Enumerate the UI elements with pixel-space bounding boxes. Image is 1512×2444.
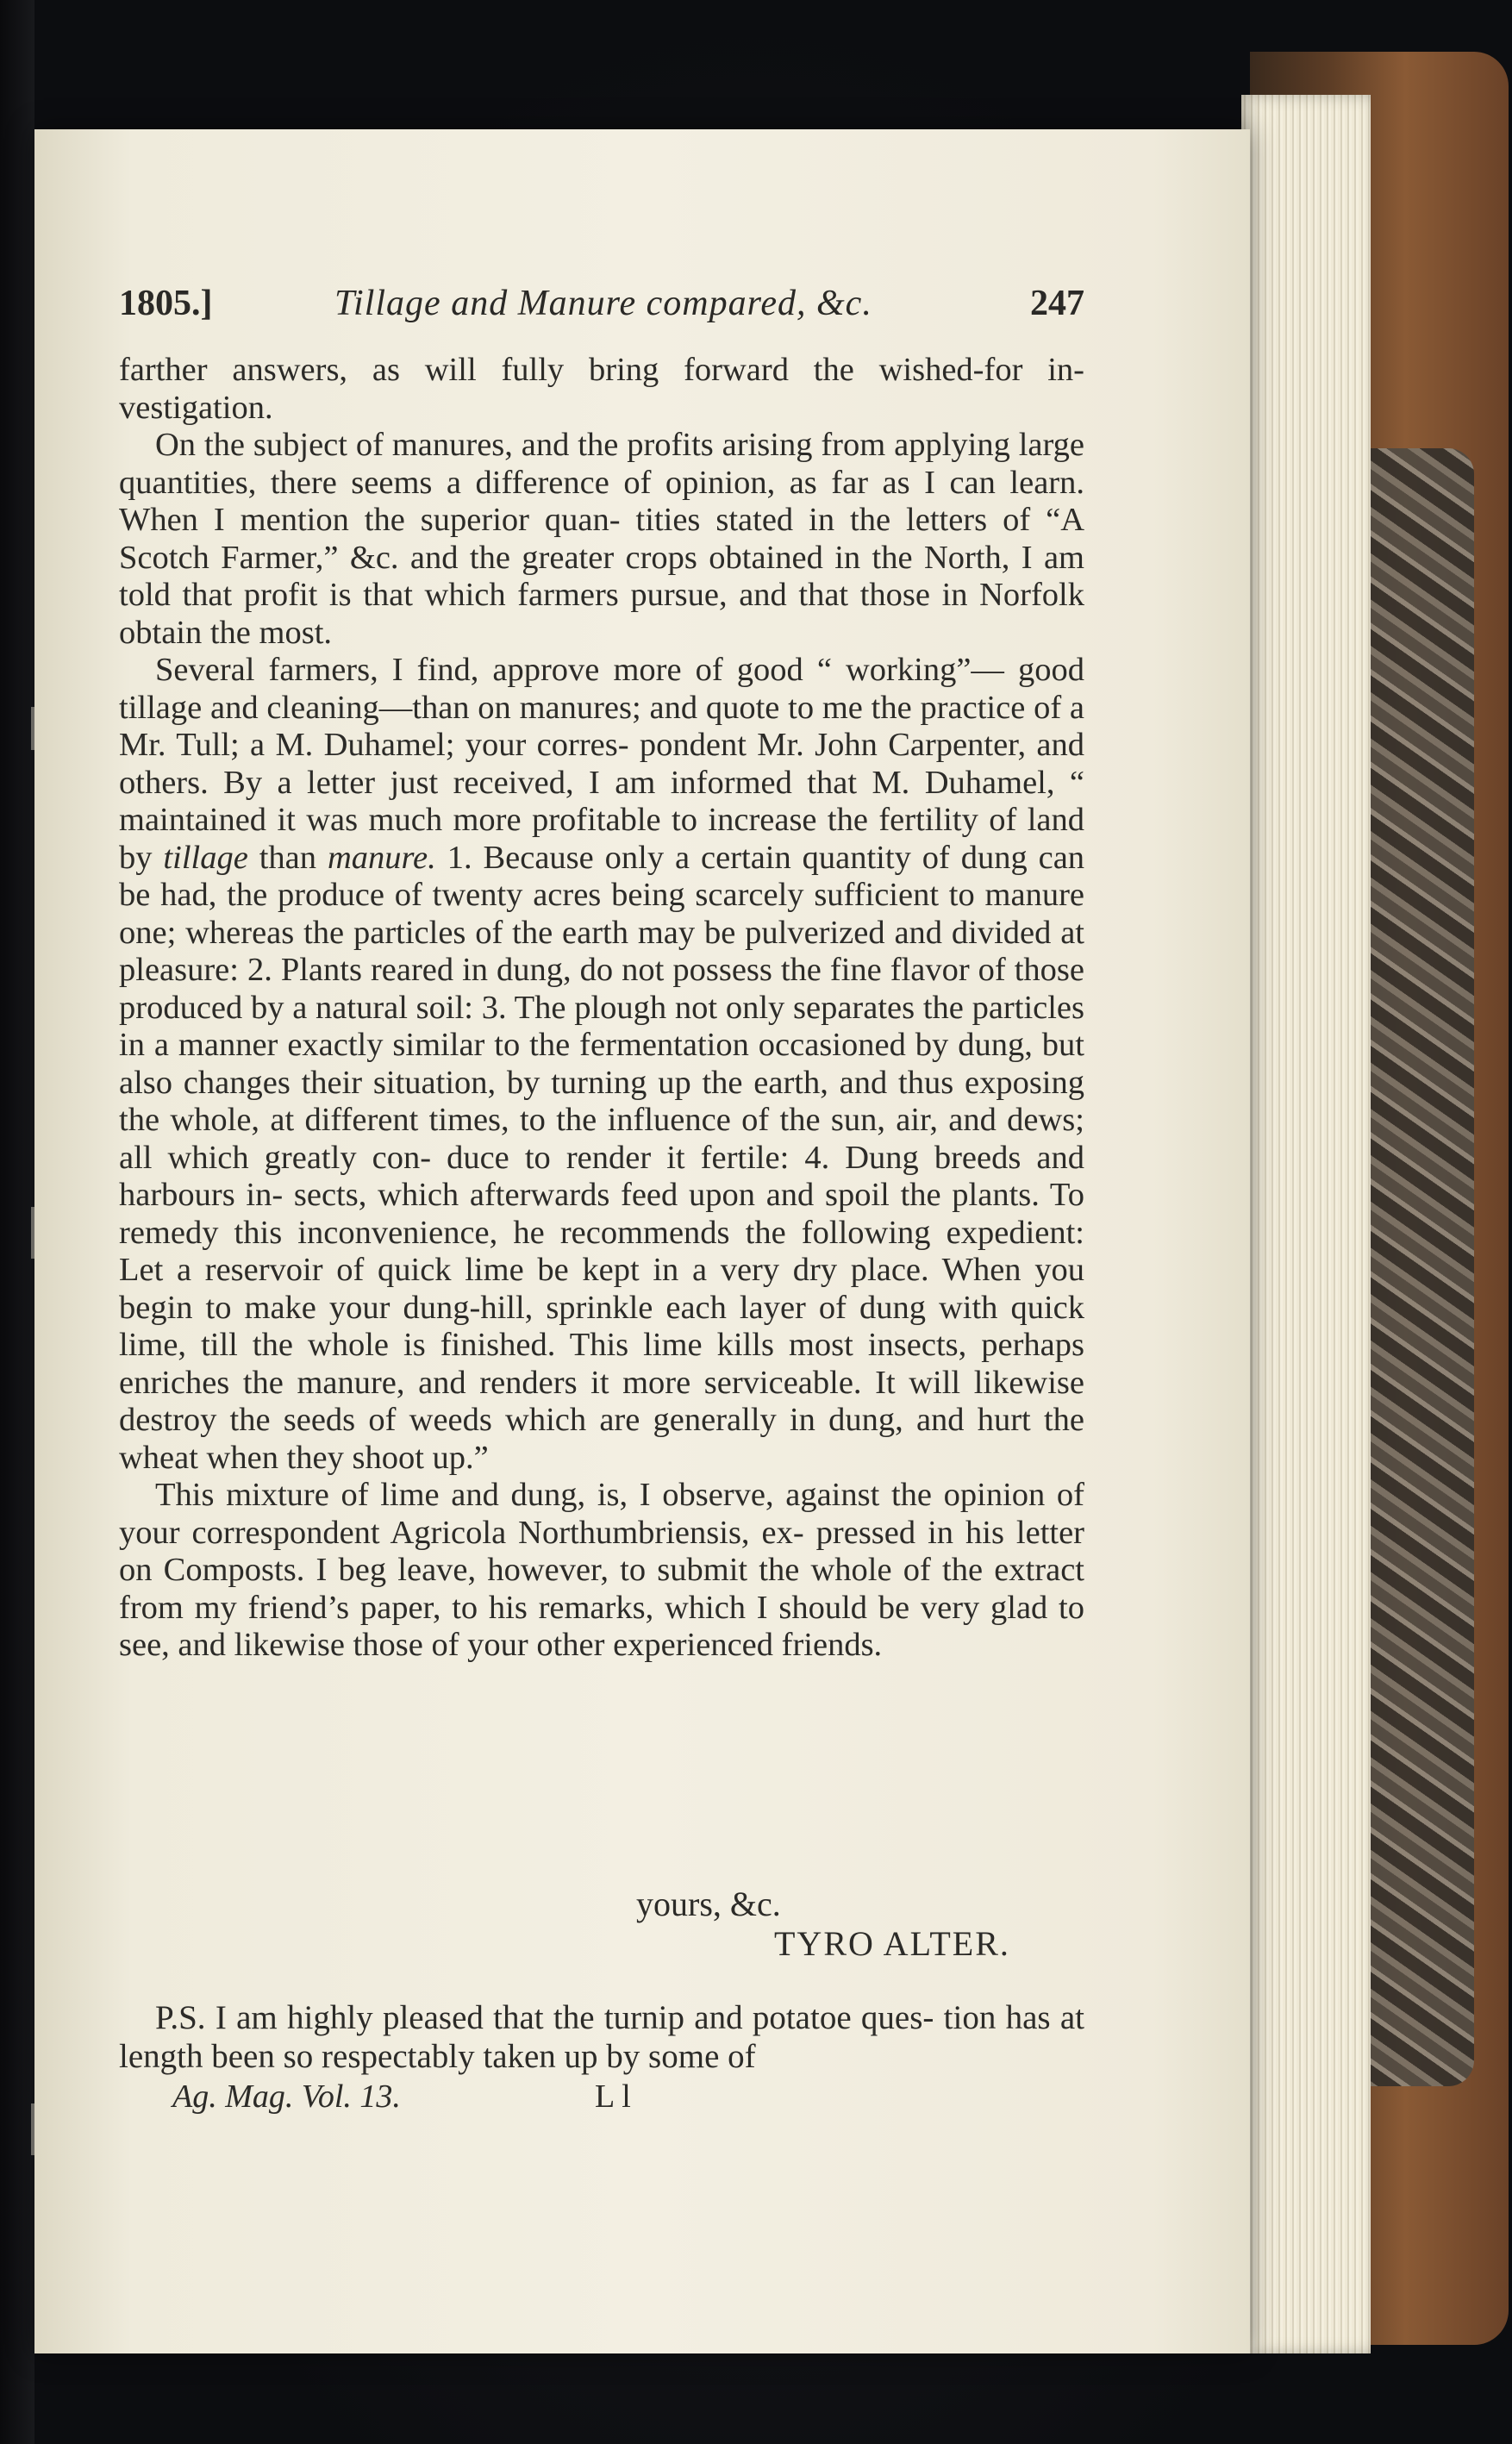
postscript-text: P.S. I am highly pleased that the turnip and potatoe ques- tion has at length been so respectably taken up by some of xyxy=(119,1999,1084,2075)
page-block-edges xyxy=(1241,95,1371,2353)
paragraph-3-text: Several farmers, I find, approve more of good “ working”— good tillage and cleaning—than on manures; and quote to me the practice of a Mr. Tull; a M. Duhamel; your corres- pondent Mr. John Carpenter, and others. By a letter just received, I am informed that M. Duhamel, “ maintained it was much more profitable to increase the fertility of land by xyxy=(119,652,1084,876)
paragraph-3-continued: 1. Because only a certain quantity of dung can be had, the produce of twenty acres being scarcely sufficient to manure one; whereas the particles of the earth may be pulverized and divided at pleasure: 2. Plants reared in dung, do not possess the fine flavor of those produced by a natural soil: 3. The plough not only separates the particles in a manner exactly similar to the fermentation occasioned by dung, but also changes their situation, by turning up the earth, and thus exposing the whole, at different times, to the influence of the sun, air, and dews; all which greatly con- duce to render it fertile: 4. Dung breeds and harbours in- sects, which afterwards feed upon and spoil the plants. To remedy this inconvenience, he recommends the following expedient: Let a reservoir of quick lime be kept in a very dry place. When you begin to make your dung-hill, sprinkle each layer of dung with quick lime, till the whole is finished. This lime kills most insects, perhaps enriches the manure, and renders it more serviceable. It will likewise destroy the seeds of weeds which are generally in dung, and hurt the wheat when they shoot up.” xyxy=(119,839,1085,1476)
italic-tillage: tillage xyxy=(163,839,248,876)
margin-mark xyxy=(31,1207,34,1259)
page-number: 247 xyxy=(1030,284,1084,323)
paragraph-1: farther answers, as will fully bring forward the wished-for in- vestigation. xyxy=(119,352,1084,426)
author-signature: TYRO ALTER. xyxy=(774,1924,1010,1963)
closing-salutation: yours, &c. xyxy=(636,1885,781,1923)
paragraph-4: This mixture of lime and dung, is, I observe, against the opinion of your correspondent Agricola Northumbriensis, ex- pressed in his letter on Composts. I beg leave, however, to submit the whole of the extract from my friend’s paper, to his remarks, which I should be very glad to see, and likewise those of your other experienced friends. xyxy=(119,1477,1084,1663)
paragraph-2: On the subject of manures, and the profits arising from applying large quantities, there seems a difference of opinion, as far as I can learn. When I mention the superior quan- tities stated in the letters of “A Scotch Farmer,” &c. and the greater crops obtained in the North, I am told that profit is that which farmers pursue, and that those in Norfolk obtain the most. xyxy=(119,427,1084,651)
left-book-edge xyxy=(0,0,34,2444)
margin-mark xyxy=(31,707,34,750)
page-footer xyxy=(172,2078,776,2116)
italic-manure: manure. xyxy=(327,839,436,876)
running-head-year: 1805.] xyxy=(119,284,213,323)
margin-mark xyxy=(31,2103,34,2155)
paragraph-3-than: than xyxy=(259,839,317,876)
signoff xyxy=(119,1885,1084,1964)
running-head-title: Tillage and Manure compared, &c. xyxy=(334,284,872,323)
footer-volume: Ag. Mag. Vol. 13. xyxy=(172,2078,401,2115)
footer-signature-mark: L l xyxy=(595,2078,631,2115)
paragraph-3 xyxy=(119,652,1084,1477)
postscript xyxy=(119,1998,1084,2076)
body-text xyxy=(119,352,1084,1665)
running-head xyxy=(119,283,1084,334)
